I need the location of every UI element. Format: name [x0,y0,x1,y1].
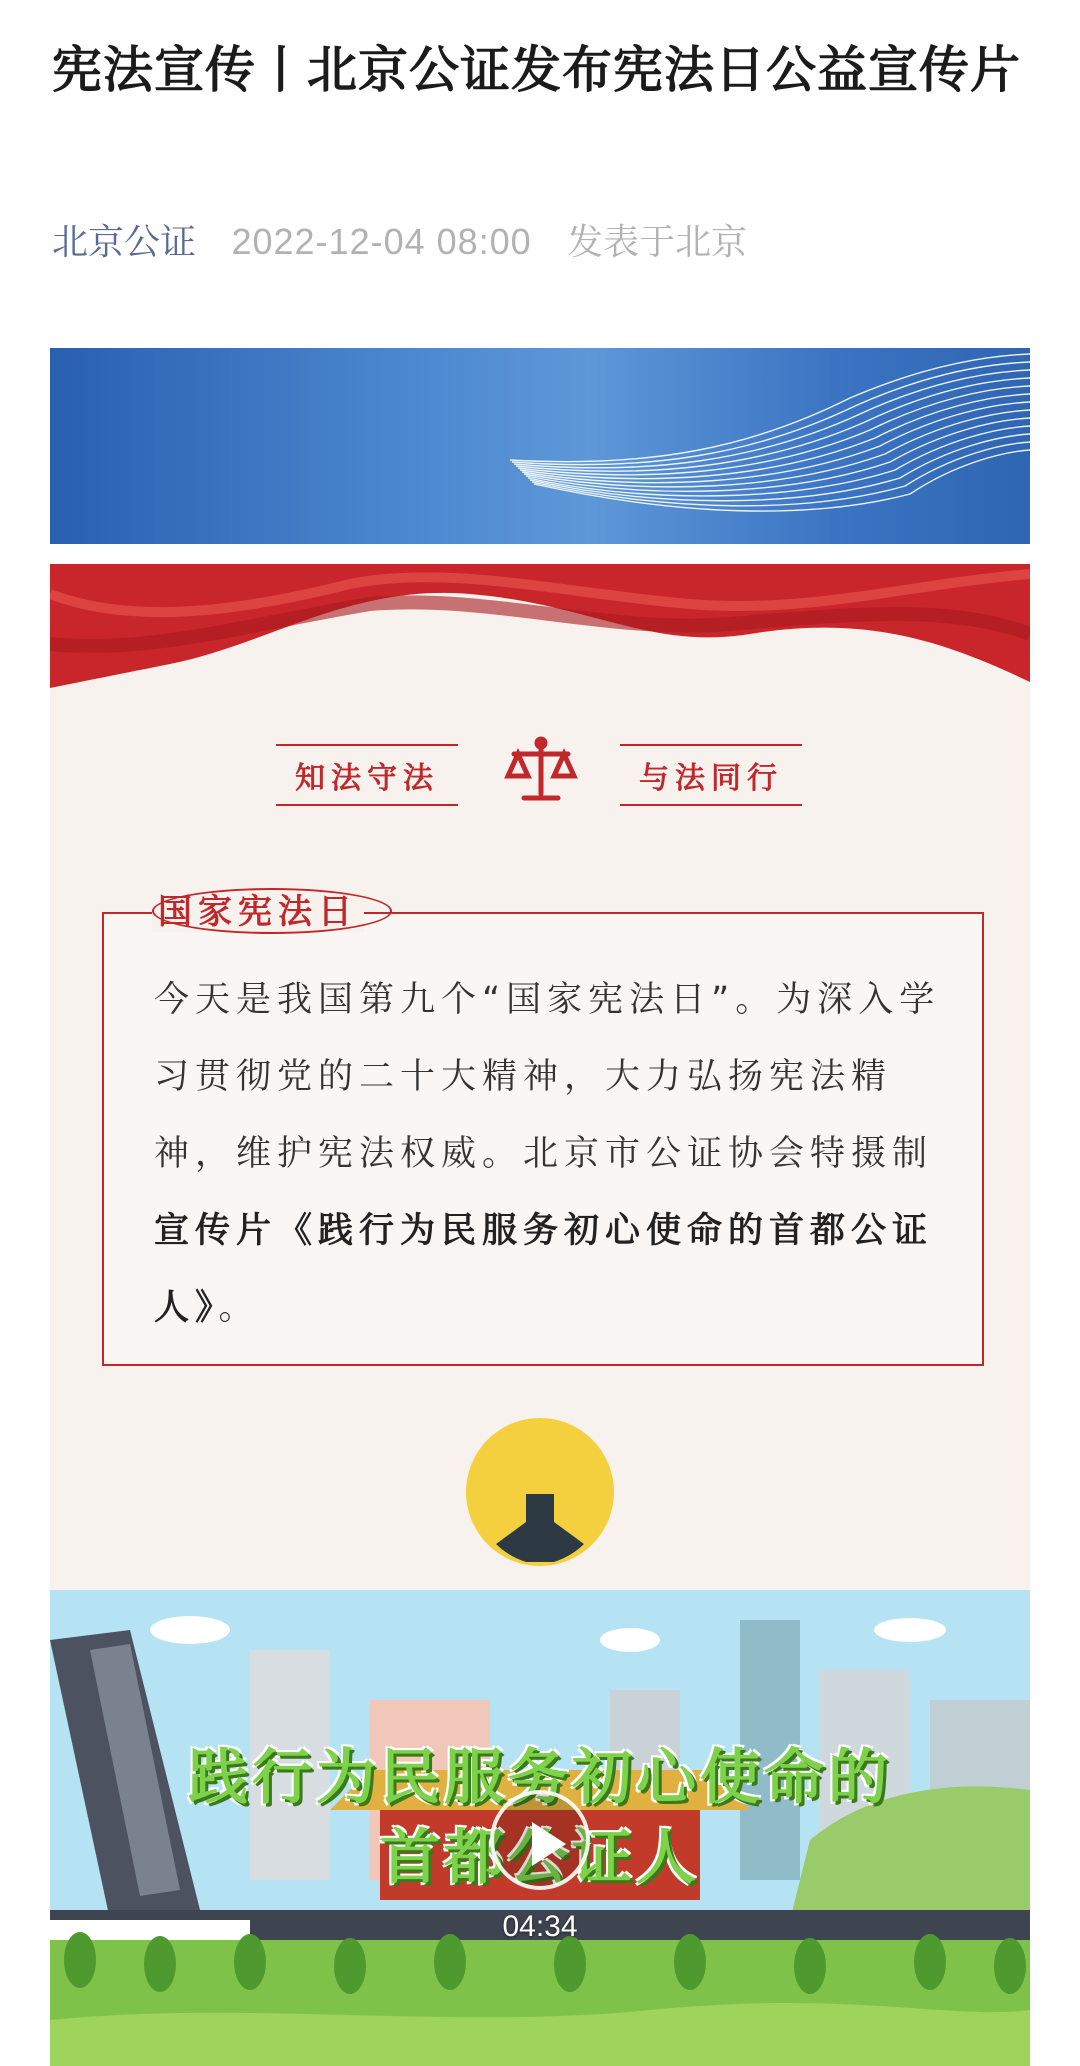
info-box-text [154,962,944,1347]
article-title: 宪法宣传丨北京公证发布宪法日公益宣传片 [52,41,1021,99]
author-link[interactable]: 北京公证 [52,222,197,263]
info-box-label-text: 国家宪法日 [158,892,358,932]
play-triangle [532,1822,566,1866]
body-end-text: 。 [218,1288,260,1328]
video-title-line2: 首都公证人 [380,1823,700,1893]
down-arrow-icon [466,1418,614,1566]
wave-lines-graphic [50,348,1030,544]
publish-location: 发表于北京 [567,222,748,263]
article-meta [52,218,747,267]
red-ribbon-graphic [50,564,1030,704]
video-player[interactable] [50,1590,1030,2066]
publish-date: 2022-12-04 08:00 [231,221,532,262]
info-box-label [152,892,364,932]
info-box [102,892,984,1366]
video-duration: 04:34 [502,1910,578,1943]
slogan-right: 与法同行 [620,744,802,806]
body-bold-text: 宣传片《践行为民服务初心使命的首都公证人》 [154,1211,934,1328]
constitution-day-poster [50,564,1030,1590]
body-plain-text: 今天是我国第九个“国家宪法日”。为深入学习贯彻党的二十大精神，大力弘扬宪法精神，维护宪法权威。北京市公证协会特摄制 [154,980,941,1174]
video-title-line1: 践行为民服务初心使命的 [188,1743,892,1813]
play-icon[interactable] [490,1790,590,1890]
header-banner-image [50,348,1030,544]
scale-icon [504,734,578,808]
slogan-left: 知法守法 [276,744,458,806]
